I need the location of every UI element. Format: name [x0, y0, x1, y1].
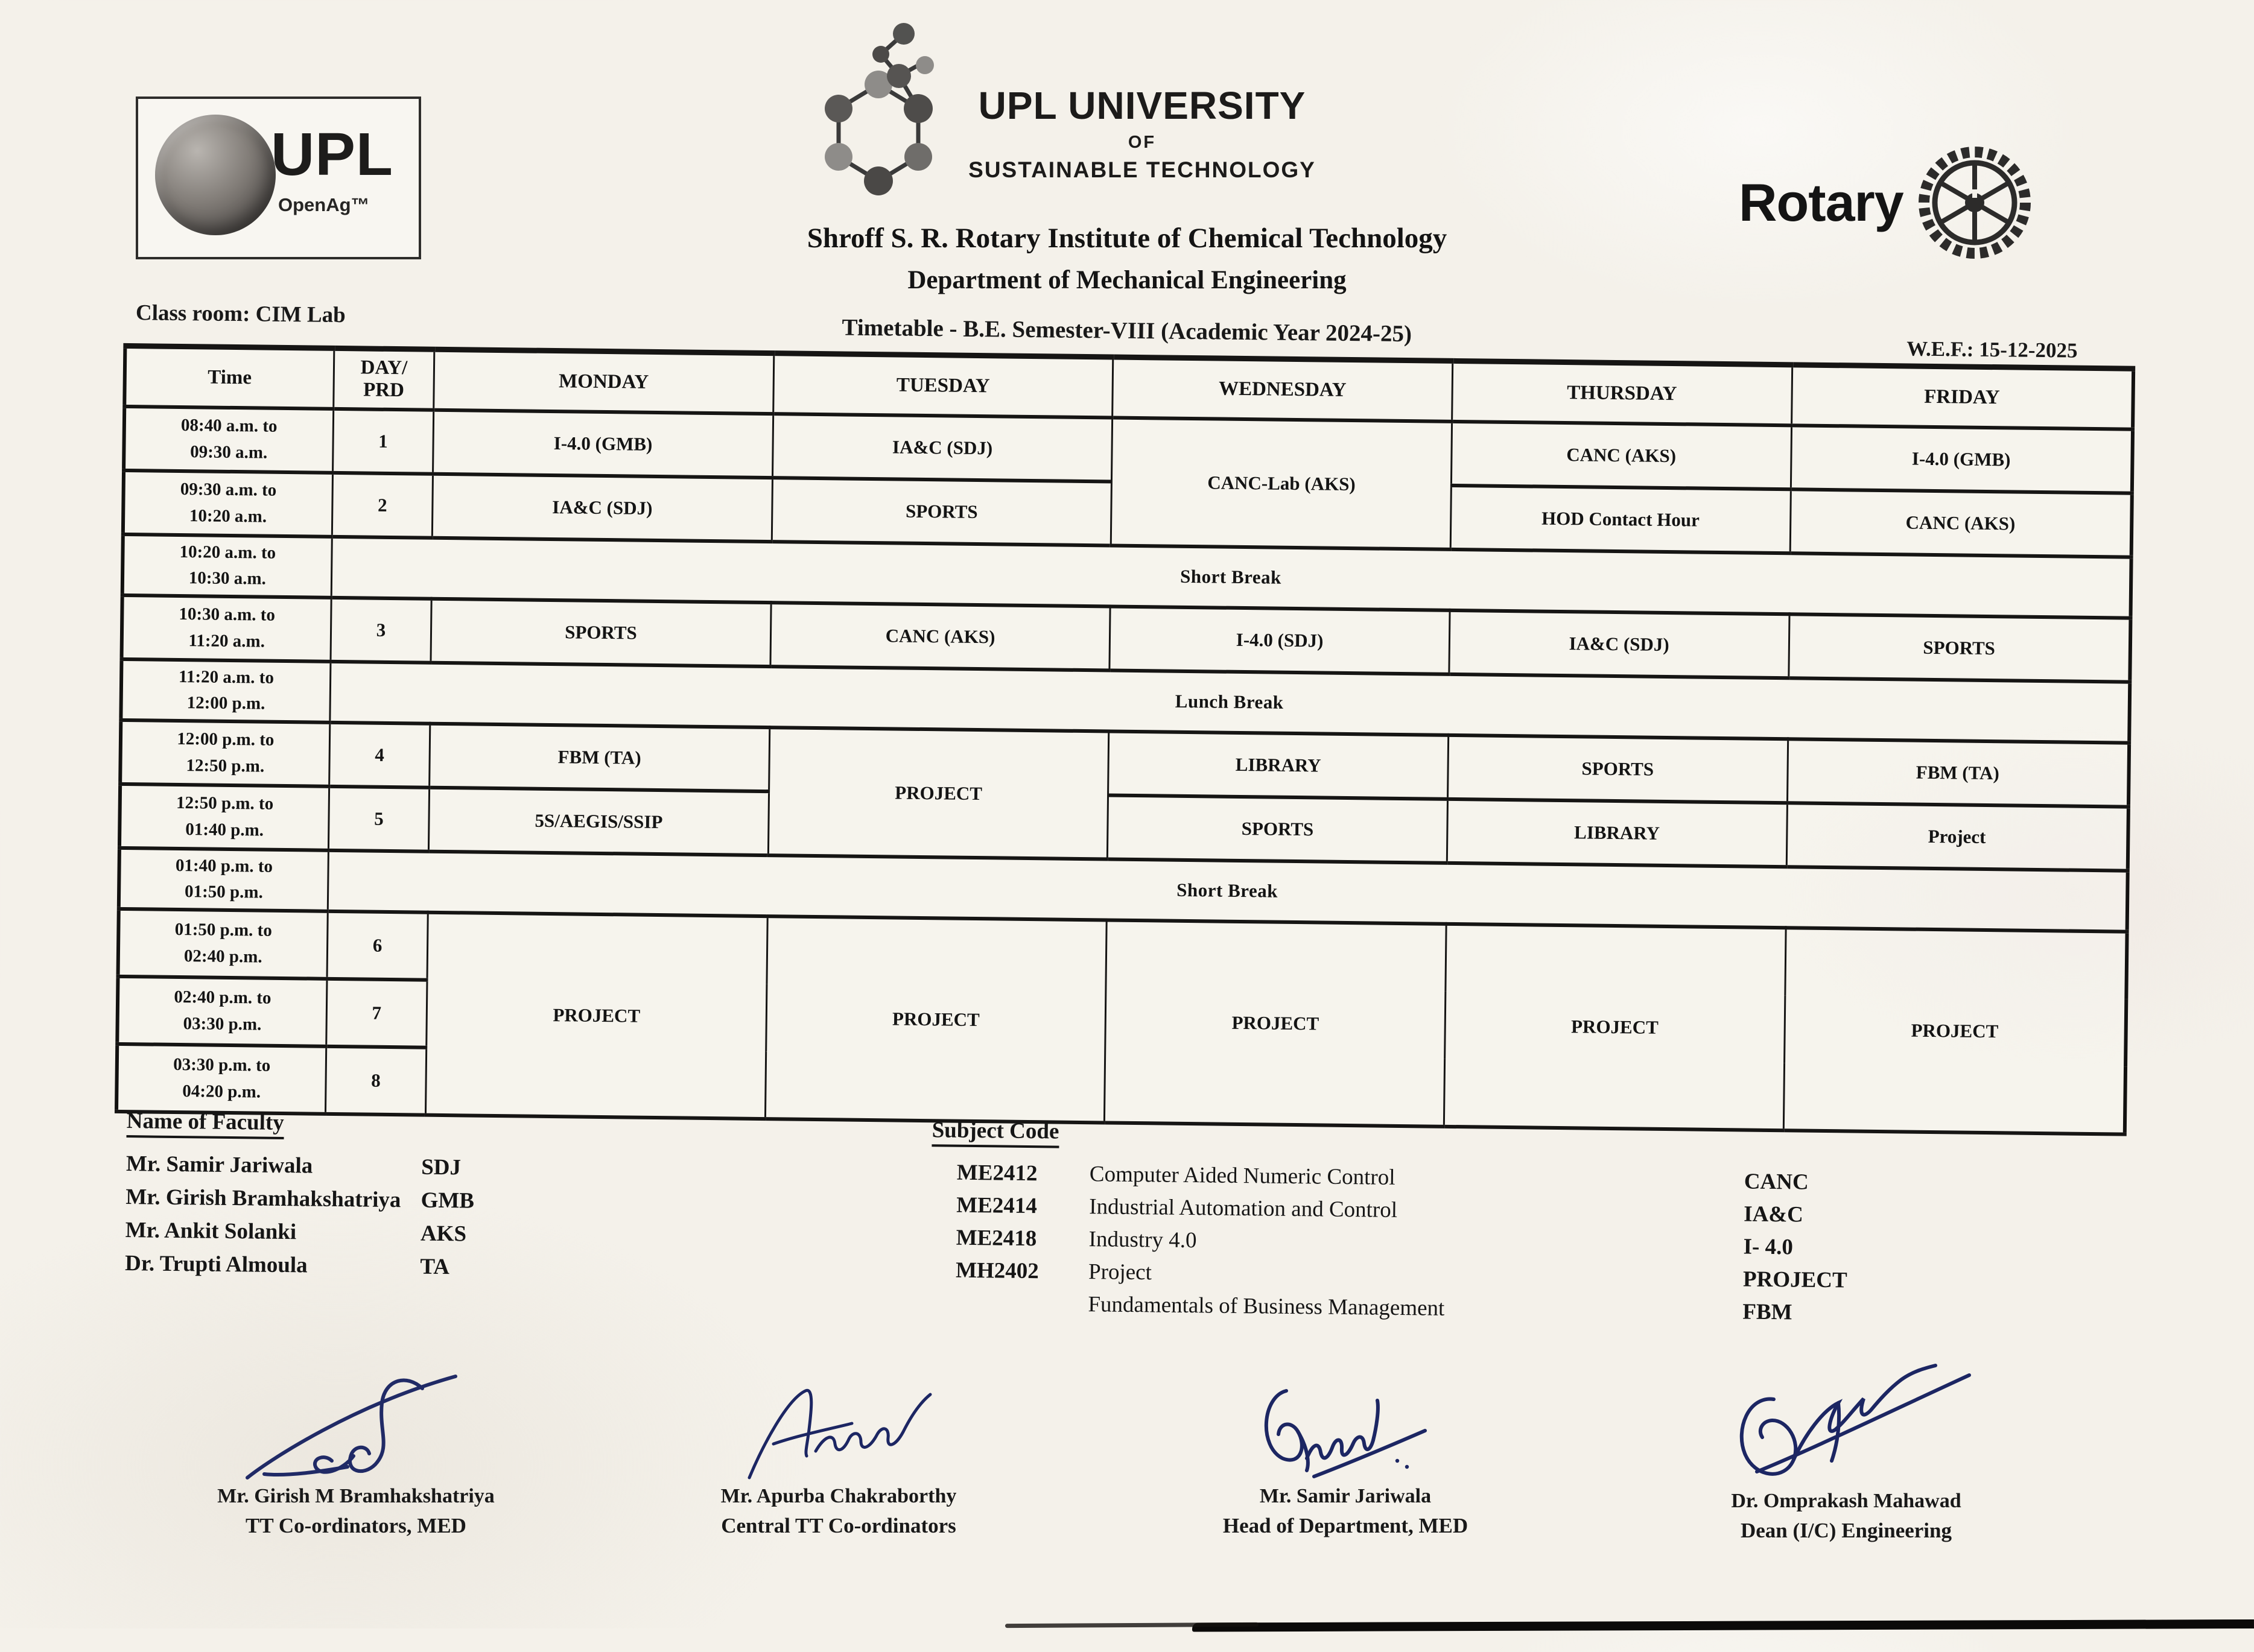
wef-date-label: W.E.F.: 15-12-2025	[1906, 337, 2078, 362]
timetable-title: Timetable - B.E. Semester-VIII (Academic Year 2024-25)	[842, 314, 1412, 347]
institute-title: Shroff S. R. Rotary Institute of Chemical Technology	[807, 223, 1447, 254]
time-line-2: 11:20 a.m.	[188, 630, 265, 651]
timetable-cell-wednesday: SPORTS	[1108, 795, 1448, 862]
timetable-cell-monday-merged: PROJECT	[426, 912, 767, 1118]
faculty-code: SDJ	[421, 1154, 462, 1180]
col-header-friday: FRIDAY	[1791, 365, 2133, 429]
time-line-1: 12:50 p.m. to	[176, 793, 274, 814]
signatory-name: Mr. Apurba Chakraborthy	[720, 1485, 957, 1507]
timetable-cell-thursday: IA&C (SDJ)	[1449, 610, 1789, 677]
time-line-1: 01:50 p.m. to	[174, 919, 272, 940]
time-line-2: 03:30 p.m.	[183, 1013, 262, 1034]
university-of: OF	[1128, 133, 1157, 152]
timetable-cell-friday: Project	[1786, 803, 2129, 870]
period-number: 2	[332, 472, 433, 537]
timetable	[115, 343, 2135, 1136]
time-slot	[124, 406, 333, 472]
faculty-code: TA	[420, 1254, 450, 1280]
col-header-time: Time	[124, 346, 334, 408]
timetable-cell-thursday: CANC (AKS)	[1451, 421, 1791, 489]
subject-name: Fundamentals of Business Management	[1088, 1292, 1445, 1321]
timetable-cell-wednesday-merged: CANC-Lab (AKS)	[1111, 417, 1452, 549]
rotary-logo-text: Rotary	[1739, 172, 1903, 232]
faculty-section	[125, 1108, 475, 1280]
signatory-name: Dr. Omprakash Mahawad	[1731, 1490, 1961, 1512]
timetable-cell-tuesday-merged: PROJECT	[768, 727, 1109, 859]
timetable-cell-tuesday: IA&C (SDJ)	[772, 414, 1113, 481]
period-number: 5	[328, 786, 430, 851]
period-number: 3	[331, 597, 432, 662]
subject-name: Industrial Automation and Control	[1089, 1194, 1398, 1223]
signatory-role: Central TT Co-ordinators	[721, 1514, 956, 1537]
faculty-name: Mr. Girish Bramhakshatriya	[125, 1185, 401, 1213]
signatory-name: Mr. Samir Jariwala	[1259, 1485, 1432, 1507]
col-header-wednesday: WEDNESDAY	[1113, 357, 1453, 421]
time-line-2: 01:50 p.m.	[184, 882, 264, 902]
time-slot	[123, 470, 332, 536]
faculty-code: GMB	[421, 1188, 475, 1214]
university-sustainable: SUSTAINABLE TECHNOLOGY	[968, 157, 1316, 182]
time-slot	[120, 720, 329, 786]
upl-openag-sub-text: OpenAg™	[278, 194, 370, 215]
period-number: 8	[325, 1046, 427, 1115]
subject-code-heading: Subject Code	[932, 1117, 1059, 1148]
time-line-2: 01:40 p.m.	[185, 819, 264, 840]
timetable-cell-thursday: SPORTS	[1447, 735, 1788, 802]
timetable-cell-friday-merged: PROJECT	[1783, 928, 2127, 1134]
time-line-2: 09:30 a.m.	[190, 441, 268, 463]
time-line-1: 03:30 p.m. to	[173, 1054, 271, 1075]
col-header-day-prd	[333, 348, 434, 410]
faculty-name: Mr. Ankit Solanki	[125, 1218, 297, 1245]
timetable-cell-tuesday-merged: PROJECT	[765, 916, 1106, 1122]
subject-abbr: IA&C	[1743, 1201, 1804, 1227]
signature-scribble	[736, 1381, 941, 1483]
time-line-1: 10:20 a.m. to	[179, 542, 276, 563]
subject-row	[932, 1159, 1849, 1195]
timetable-cell-friday: I-4.0 (GMB)	[1791, 425, 2133, 493]
timetable-cell-friday: CANC (AKS)	[1790, 489, 2132, 557]
subject-row	[930, 1290, 1847, 1326]
subject-row	[931, 1192, 1848, 1228]
signature-block-central-tt	[627, 1381, 1050, 1538]
period-number: 1	[332, 408, 434, 473]
signature-scribble	[1249, 1375, 1442, 1483]
faculty-name: Mr. Samir Jariwala	[125, 1151, 313, 1179]
time-slot	[117, 976, 326, 1046]
time-slot	[119, 847, 328, 911]
time-slot	[121, 595, 331, 661]
time-line-1: 10:30 a.m. to	[179, 604, 276, 625]
timetable-cell-friday: SPORTS	[1788, 614, 2130, 682]
timetable-cell-monday: FBM (TA)	[430, 723, 770, 791]
subject-abbr: I- 4.0	[1743, 1234, 1794, 1260]
time-line-1: 12:00 p.m. to	[177, 729, 275, 750]
period-number: 6	[327, 911, 428, 979]
faculty-row	[125, 1184, 474, 1214]
period-number: 4	[329, 722, 430, 787]
subject-row	[930, 1257, 1847, 1293]
period-number: 7	[326, 978, 427, 1047]
faculty-name: Dr. Trupti Almoula	[124, 1251, 308, 1278]
timetable-cell-thursday-merged: PROJECT	[1444, 923, 1785, 1130]
timetable-cell-monday: SPORTS	[431, 598, 771, 666]
upl-logo-text: UPL	[271, 121, 393, 188]
timetable-cell-monday: 5S/AEGIS/SSIP	[429, 787, 769, 855]
signature-block-hod	[1134, 1375, 1557, 1538]
break-label: Short Break	[331, 536, 2132, 618]
faculty-row	[126, 1151, 475, 1181]
col-header-monday: MONDAY	[434, 349, 774, 413]
signatory-name: Mr. Girish M Bramhakshatriya	[217, 1485, 495, 1507]
col-header-prd: PRD	[363, 379, 405, 402]
classroom-label: Class room: CIM Lab	[135, 300, 346, 328]
time-line-2: 12:50 p.m.	[186, 755, 265, 776]
timetable-cell-wednesday: LIBRARY	[1108, 731, 1449, 799]
time-line-1: 08:40 a.m. to	[180, 416, 278, 436]
signature-block-dean	[1635, 1362, 2057, 1543]
subject-code	[930, 1290, 1088, 1317]
signature-scribble	[229, 1368, 483, 1483]
faculty-heading: Name of Faculty	[126, 1108, 284, 1139]
timetable-cell-monday: I-4.0 (GMB)	[433, 410, 773, 477]
time-line-2: 02:40 p.m.	[183, 946, 262, 967]
time-line-1: 09:30 a.m. to	[180, 479, 277, 500]
subject-code: ME2414	[956, 1192, 1038, 1219]
time-line-1: 02:40 p.m. to	[174, 987, 271, 1008]
time-slot	[118, 908, 328, 978]
break-label: Lunch Break	[330, 661, 2130, 742]
col-header-thursday: THURSDAY	[1452, 361, 1792, 425]
subject-name: Computer Aided Numeric Control	[1089, 1162, 1395, 1190]
signature-scribble	[1713, 1362, 1979, 1487]
time-slot	[119, 783, 329, 850]
subject-abbr: PROJECT	[1742, 1267, 1847, 1293]
timetable-cell-thursday: HOD Contact Hour	[1450, 485, 1791, 552]
timetable-cell-tuesday: SPORTS	[772, 478, 1112, 545]
time-line-1: 01:40 p.m. to	[175, 855, 273, 876]
faculty-row	[125, 1250, 474, 1280]
timetable-cell-tuesday: CANC (AKS)	[770, 603, 1111, 670]
signature-block-tt-coordinator	[145, 1368, 567, 1538]
col-header-day: DAY/	[360, 356, 408, 379]
signatory-role: Dean (I/C) Engineering	[1741, 1519, 1952, 1542]
subject-code: ME2418	[956, 1225, 1037, 1252]
subject-code: MH2402	[955, 1258, 1040, 1284]
subject-abbr: CANC	[1744, 1169, 1809, 1195]
subject-code: ME2412	[956, 1160, 1038, 1186]
break-label: Short Break	[328, 850, 2128, 931]
time-line-2: 10:20 a.m.	[189, 505, 267, 527]
time-line-2: 12:00 p.m.	[186, 693, 265, 714]
timetable-cell-monday: IA&C (SDJ)	[432, 473, 772, 541]
university-name: UPL UNIVERSITY	[978, 84, 1306, 127]
subject-name: Project	[1088, 1259, 1152, 1285]
subject-code-section	[930, 1117, 1849, 1326]
signatory-role: Head of Department, MED	[1222, 1514, 1468, 1537]
time-slot	[121, 659, 330, 722]
faculty-code: AKS	[420, 1221, 467, 1247]
department-title: Department of Mechanical Engineering	[907, 266, 1347, 294]
time-slot	[122, 534, 332, 597]
time-line-1: 11:20 a.m. to	[178, 666, 275, 688]
subject-abbr: FBM	[1742, 1299, 1792, 1325]
time-slot	[116, 1043, 326, 1113]
timetable-cell-wednesday-merged: PROJECT	[1105, 920, 1446, 1126]
time-line-2: 04:20 p.m.	[182, 1081, 261, 1102]
col-header-tuesday: TUESDAY	[773, 353, 1113, 417]
signatory-role: TT Co-ordinators, MED	[246, 1514, 466, 1537]
subject-name: Industry 4.0	[1088, 1227, 1197, 1253]
timetable-cell-wednesday: I-4.0 (SDJ)	[1110, 606, 1450, 674]
timetable-cell-friday: FBM (TA)	[1787, 739, 2129, 806]
subject-row	[930, 1224, 1847, 1261]
time-line-2: 10:30 a.m.	[188, 568, 267, 589]
timetable-cell-thursday: LIBRARY	[1447, 799, 1787, 866]
faculty-row	[125, 1217, 474, 1247]
